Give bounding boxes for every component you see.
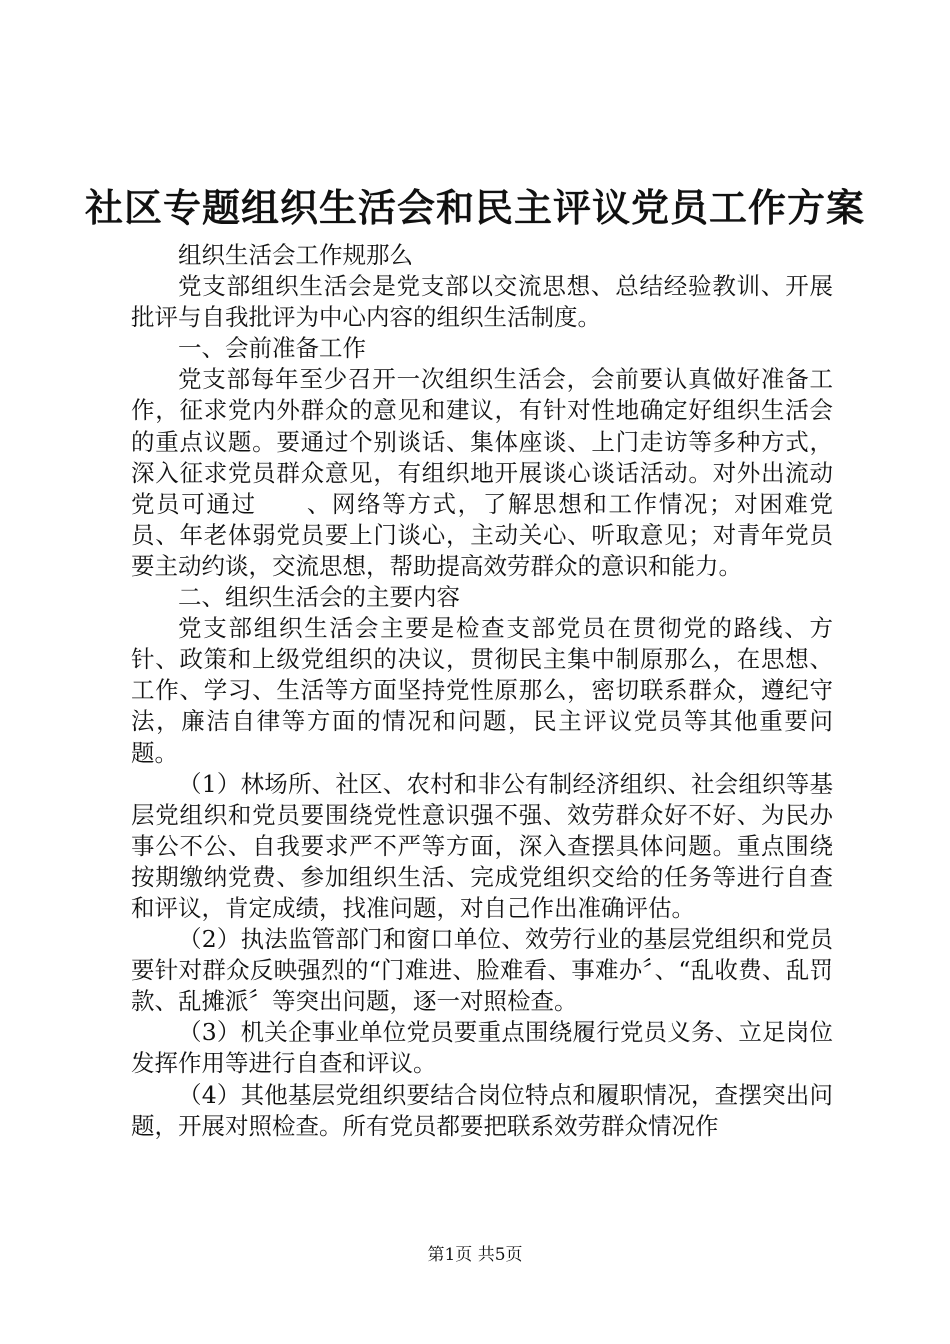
page-number-footer: 第1页 共5页 [427,1245,523,1265]
paragraph-intro: 党支部组织生活会是党支部以交流思想、总结经验教训、开展批评与自我批评为中心内容的组织生活制度。 [131,272,833,332]
list-item-1: （1）林场所、社区、农村和非公有制经济组织、社会组织等基层党组织和党员要围绕党性意识强不强、效劳群众好不好、为民办事公不公、自我要求严不严等方面，深入查摆具体问题。重点围绕按期缴纳党费、参加组织生活、完成党组织交给的任务等进行自查和评议，肯定成绩，找准问题，对自己作出准确评估。 [131,769,833,922]
document-body [131,240,833,1142]
paragraph-main-content: 党支部组织生活会主要是检查支部党员在贯彻党的路线、方针、政策和上级党组织的决议，贯彻民主集中制原那么，在思想、工作、学习、生活等方面坚持党性原那么，密切联系群众，遵纪守法，廉洁自律等方面的情况和问题，民主评议党员等其他重要问题。 [131,614,833,767]
list-item-2: （2）执法监管部门和窗口单位、效劳行业的基层党组织和党员要针对群众反映强烈的“门难进、脸难看、事难办〞、“乱收费、乱罚款、乱摊派〞等突出问题，逐一对照检查。 [131,925,833,1016]
document-title: 社区专题组织生活会和民主评议党员工作方案 [84,185,865,230]
list-item-3: （3）机关企事业单位党员要重点围绕履行党员义务、立足岗位发挥作用等进行自查和评议。 [131,1018,833,1078]
paragraph-rules-heading: 组织生活会工作规那么 [178,241,413,269]
list-item-4: （4）其他基层党组织要结合岗位特点和履职情况，查摆突出问题，开展对照检查。所有党员都要把联系效劳群众情况作 [131,1080,833,1140]
section-heading-preparation: 一、会前准备工作 [178,334,366,363]
paragraph-preparation: 党支部每年至少召开一次组织生活会，会前要认真做好准备工作，征求党内外群众的意见和建议，有针对性地确定好组织生活会的重点议题。要通过个别谈话、集体座谈、上门走访等多种方式，深入征求党员群众意见，有组织地开展谈心谈话活动。对外出流动党员可通过 、网络等方式，了解思想和工作情况；对困难党员、年老体弱党员要上门谈心，主动关心、听取意见；对青年党员要主动约谈，交流思想，帮助提高效劳群众的意识和能力。 [131,365,833,580]
section-heading-main-content: 二、组织生活会的主要内容 [178,583,460,612]
